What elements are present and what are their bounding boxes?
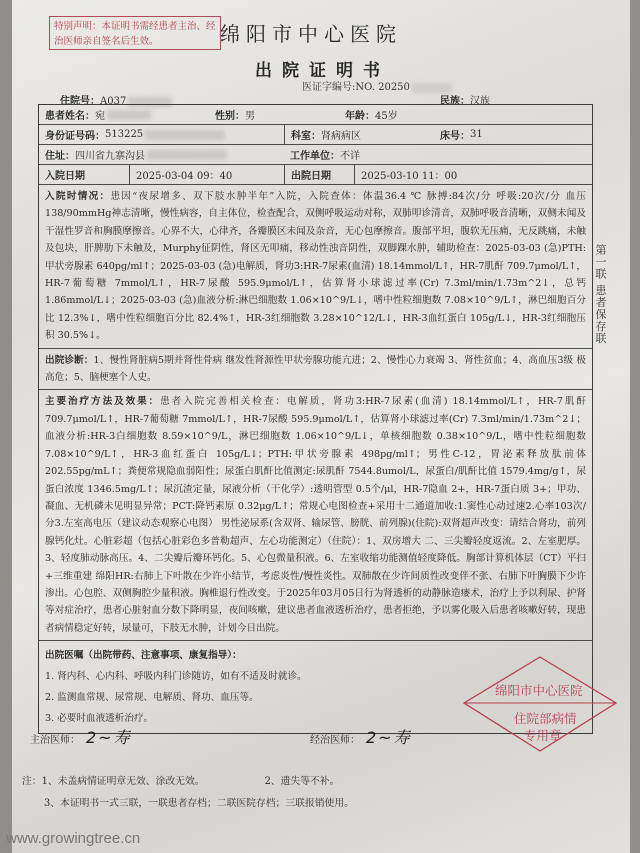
treating-physician bbox=[310, 725, 412, 748]
advice-label: 出院医嘱（出院带药、注意事项、康复指导）： bbox=[45, 650, 242, 662]
admission-status-text: 患因“夜尿增多、双下肢水肿半年”入院，入院查体：体温36.4 ℃ 脉搏:84次/分 呼吸:20次/分 血压138/90mmHg神志清晰，慢性病容，自主体位，检查配合，双侧呼吸运动对称，双肺叩诊清音，双肺呼吸音清晰，双侧未闻及干湿性罗音和胸膜摩擦音。心界不大，心律齐，各瓣膜区未闻及杂音，无心包摩擦音。腹部平坦，腹软无压痛，无反跳痛，未触及包块，肝脾肋下未触及，Murphy征阴性，肾区无叩痛，移动性浊音阴性，双脚踝水肿，辅助检查：2025-03-03 (急)PTH:甲状旁腺素 640pg/ml↑；2025-03-03 (急)电解质，肾功3:HR-7尿素(血清) 18.14mmol/L↑，HR-7肌酐 709.7μmol/L↑，HR-7葡萄糖 7mmol/L↑，HR-7尿酸 595.9μmol/L↑，估算肾小球滤过率(Cr) 7.3ml/min/1.73m^2↓，总钙 1.86mmol/L↓；2025-03-03 (急)血液分析:淋巴细胞数 1.06×10^9/L↓，嗜中性粒细胞数 7.08×10^9/L↑，淋巴细胞百分比 12.3%↓，嗜中性粒细胞百分比 82.4%↑，HR-3红细胞数 3.28×10^12/L↓，HR-3血红蛋白 105g/L↓，HR-3红细胞压积 30.5%↓。 bbox=[45, 191, 587, 342]
row-dates bbox=[39, 165, 592, 185]
treatment-section bbox=[39, 390, 592, 641]
diagnosis-section bbox=[39, 349, 592, 391]
patient-id bbox=[39, 125, 284, 144]
copy-label: 第一联 患者保存联 bbox=[594, 244, 607, 345]
advice-item: 1. 肾内科、心内科、呼吸内科门诊随访，如有不适及时就诊。 bbox=[45, 671, 307, 683]
certificate-number bbox=[302, 78, 452, 93]
address-value: 四川省九寨沟县 bbox=[75, 151, 145, 162]
note-3: 3、本证明书一式三联，一联患者存档；二联医院存档；三联报销使用。 bbox=[44, 798, 354, 809]
id-label: 身份证号码： bbox=[45, 131, 105, 142]
admit-date bbox=[129, 165, 284, 184]
dept-label: 科室： bbox=[291, 131, 321, 142]
sex-value: 男 bbox=[245, 111, 255, 122]
advice-item: 3. 必要时血液透析治疗。 bbox=[45, 713, 154, 725]
admission-status-label: 入院时情况： bbox=[45, 191, 111, 202]
workplace bbox=[284, 145, 366, 164]
cert-no-value: NO. 20250 bbox=[355, 82, 410, 93]
ethnicity-value: 汉族 bbox=[470, 96, 490, 107]
document-title: 出院证明书 bbox=[255, 61, 390, 81]
treatment-text: 患者入院完善相关检查：电解质，肾功3:HR-7尿素(血清) 18.14mmol/L↑，HR-7肌酐 709.7μmol/L↑，HR-7葡萄糖 7mmol/L↑，HR-7尿酸 595.9μmol/L↑，估算肾小球滤过率(Cr) 7.3ml/min/1.73m^2↓；血液分析:HR-3白细胞数 8.59×10^9/L，淋巴细胞数 1.06×10^9/L↓，单核细胞数 0.38×10^9/L，嗜中性粒细胞数 7.08×10^9/L↑，HR-3血红蛋白 105g/L↓；PTH:甲状旁腺素 498pg/ml↑；男性C-12，胃泌素释放肽前体 202.55pg/mL↑；粪便常规隐血弱阳性；尿蛋白肌酐比值测定:尿肌酐 7544.8umol/L，尿蛋白/肌酐比值 1579.4mg/g↑，尿蛋白浓度 1346.5mg/L↑；尿沉渣定量，尿液分析（干化学）:透明管型 0.5个/μl，HR-7隐血 2+，HR-7蛋白质 3+；甲功、凝血、无机磷未见明显异常；PCT:降钙素原 0.32μg/L↑；常规心电图检查+采用十二通道加收:1.窦性心动过速2.心率103次/分3.左室高电压（建议动态观察心电图） 男性泌尿系(含双肾、输尿管、膀胱、前列腺)(住院):双肾超声改变：请结合肾功，前列腺钙化灶。心脏彩超（包括心脏彩色多普勒超声、左心功能测定）（住院）：1、双房增大 二、三尖瓣轻度返流。2、左室肥厚。3、轻度肺动脉高压。4、二尖瓣后瓣环钙化。5、心包微量积液。6、左室收缩功能测值轻度降低。胸部计算机体层（CT）平扫+三维重建 绵阳HR:右肺上下叶散在少许小结节，考虑炎性/慢性炎性。双肺散在少许间质性改变伴不张、右肺下叶胸膜下少许渗出。心包腔、双侧胸腔少量积液。胸椎退行性改变。于2025年03月05日行为肾透析的动静脉造瘘术，治疗上予以利尿、护肾等对症治疗，患者心脏射血分数下降明显，夜间咳嗽，建议患者血液透析治疗，患者拒绝，予以雾化吸入后患者咳嗽好转，现患者病情稳定好转，尿量可，下肢无水肿，计划今日出院。 bbox=[45, 396, 587, 634]
dept-value: 肾病病区 bbox=[321, 131, 361, 142]
id-value: 513225 bbox=[105, 129, 144, 140]
work-label: 工作单位： bbox=[290, 151, 340, 162]
address bbox=[39, 145, 284, 164]
discharge-date-value: 2025-03-10 11：00 bbox=[361, 171, 458, 182]
stamp-line-3: 专用章 bbox=[524, 728, 562, 743]
discharge-date bbox=[354, 165, 463, 184]
hospital-stamp bbox=[460, 655, 620, 755]
notes-line-1 bbox=[22, 771, 354, 793]
redacted-mask bbox=[107, 110, 151, 120]
bed-value: 31 bbox=[470, 129, 483, 140]
work-value: 不详 bbox=[340, 151, 360, 162]
special-notice: 特别声明：本证明书需经患者主治、经治医师亲自签名后生效。 bbox=[49, 16, 221, 50]
diagnosis-label: 出院诊断： bbox=[45, 354, 94, 366]
stamp-line-2: 住院部病情 bbox=[514, 711, 577, 726]
row-name bbox=[39, 105, 592, 125]
notes-prefix: 注： bbox=[22, 776, 42, 787]
row-address bbox=[39, 145, 592, 165]
redacted-mask bbox=[145, 130, 225, 140]
cert-no-label: 医证字编号: bbox=[302, 82, 356, 93]
discharge-form bbox=[38, 104, 593, 734]
attending-physician bbox=[30, 725, 132, 748]
bed-label: 床号： bbox=[440, 131, 470, 142]
patient-age bbox=[339, 105, 404, 124]
attending-signature: 2~寿 bbox=[86, 728, 132, 747]
age-label: 年龄： bbox=[345, 111, 375, 122]
diagnosis-text: 1、慢性肾脏病5期并肾性骨病 继发性肾源性甲状旁腺功能亢进；2、慢性心力衰竭 3、肾性贫血；4、高血压3级 极高危；5、脑梗塞个人史。 bbox=[45, 354, 586, 384]
admit-date-label bbox=[39, 165, 129, 184]
row-id bbox=[39, 125, 592, 145]
sex-label: 性别： bbox=[215, 111, 245, 122]
attending-label: 主治医师： bbox=[30, 735, 80, 746]
admit-date-value: 2025-03-04 09：40 bbox=[136, 171, 233, 182]
department bbox=[284, 125, 434, 144]
note-2: 2、遗失等不补。 bbox=[264, 776, 340, 787]
redacted-mask bbox=[412, 83, 452, 93]
admission-status-section bbox=[39, 185, 592, 349]
ethnicity-label: 民族： bbox=[440, 96, 470, 107]
discharge-date-label-text: 出院日期 bbox=[291, 171, 331, 182]
name-value: 宛 bbox=[95, 111, 105, 122]
name-label: 患者姓名： bbox=[45, 111, 95, 122]
age-value: 45岁 bbox=[375, 111, 398, 122]
admit-date-label-text: 入院日期 bbox=[45, 171, 85, 182]
admission-no-value: A037 bbox=[100, 96, 127, 107]
redacted-mask bbox=[147, 150, 227, 160]
address-label: 住址： bbox=[45, 151, 75, 162]
advice-item: 2. 监测血常规、尿常规、电解质、肾功、血压等。 bbox=[45, 692, 259, 704]
watermark: www.growingtree.cn bbox=[6, 830, 141, 847]
patient-name bbox=[39, 105, 209, 124]
stamp-line-1: 绵阳市中心医院 bbox=[495, 683, 583, 698]
note-1: 1、未盖病情证明章无效、涂改无效。 bbox=[41, 776, 205, 787]
patient-sex bbox=[209, 105, 339, 124]
hospital-name: 绵阳市中心医院 bbox=[220, 22, 402, 46]
treating-label: 经治医师： bbox=[310, 735, 360, 746]
treatment-label: 主要治疗方法及效果： bbox=[45, 396, 161, 408]
bed-number bbox=[434, 125, 489, 144]
footer-notes bbox=[22, 771, 354, 815]
treating-signature: 2~寿 bbox=[366, 728, 412, 747]
discharge-date-label bbox=[284, 165, 354, 184]
admission-no-label: 住院号： bbox=[60, 96, 100, 107]
